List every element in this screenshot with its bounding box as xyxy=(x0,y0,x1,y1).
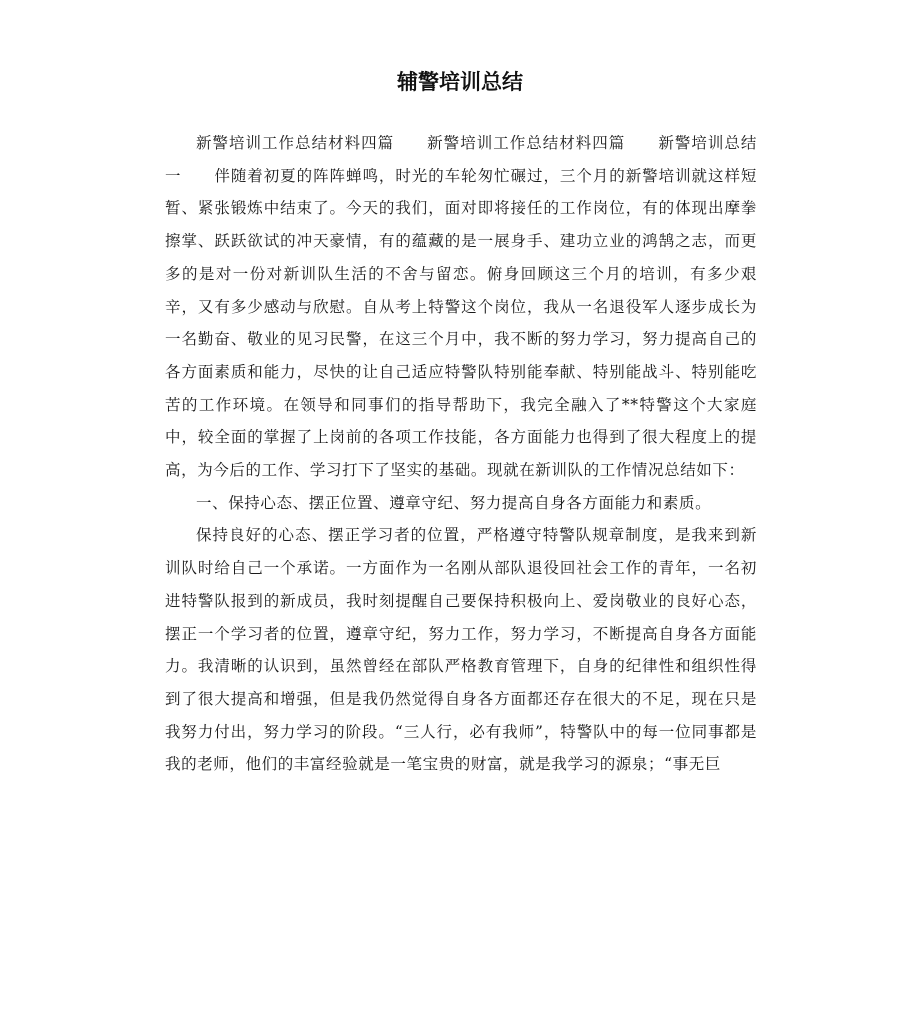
paragraph-intro: 新警培训工作总结材料四篇 新警培训工作总结材料四篇 新警培训总结一 伴随着初夏的阵阵蝉鸣，时光的车轮匆忙碾过，三个月的新警培训就这样短暂、紧张锻炼中结束了。今天的我们，面对即将接任的工作岗位，有的体现出摩拳擦掌、跃跃欲试的冲天豪情，有的蕴藏的是一展身手、建功立业的鸿鹄之志，而更多的是对一份对新训队生活的不舍与留恋。俯身回顾这三个月的培训，有多少艰辛，又有多少感动与欣慰。自从考上特警这个岗位，我从一名退役军人逐步成长为一名勤奋、敬业的见习民警，在这三个月中，我不断的努力学习，努力提高自己的各方面素质和能力，尽快的让自己适应特警队特别能奉献、特别能战斗、特别能吃苦的工作环境。在领导和同事们的指导帮助下，我完全融入了**特警这个大家庭中，较全面的掌握了上岗前的各项工作技能，各方面能力也得到了很大程度上的提高，为今后的工作、学习打下了坚实的基础。现就在新训队的工作情况总结如下： xyxy=(165,134,757,480)
document-body xyxy=(165,127,757,781)
document-title: 辅警培训总结 xyxy=(397,70,523,94)
paragraph-body-one: 保持良好的心态、摆正学习者的位置，严格遵守特警队规章制度，是我来到新训队时给自己一个承诺。一方面作为一名刚从部队退役回社会工作的青年，一名初进特警队报到的新成员，我时刻提醒自己要保持积极向上、爱岗敬业的良好心态，摆正一个学习者的位置，遵章守纪，努力工作，努力学习，不断提高自身各方面能力。我清晰的认识到，虽然曾经在部队严格教育管理下，自身的纪律性和组织性得到了很大提高和增强，但是我仍然觉得自身各方面都还存在很大的不足，现在只是我努力付出，努力学习的阶段。“三人行，必有我师”，特警队中的每一位同事都是我的老师，他们的丰富经验就是一笔宝贵的财富，就是我学习的源泉；“事无巨 xyxy=(165,526,757,774)
paragraph-heading-one: 一、保持心态、摆正位置、遵章守纪、努力提高自身各方面能力和素质。 xyxy=(196,493,712,512)
